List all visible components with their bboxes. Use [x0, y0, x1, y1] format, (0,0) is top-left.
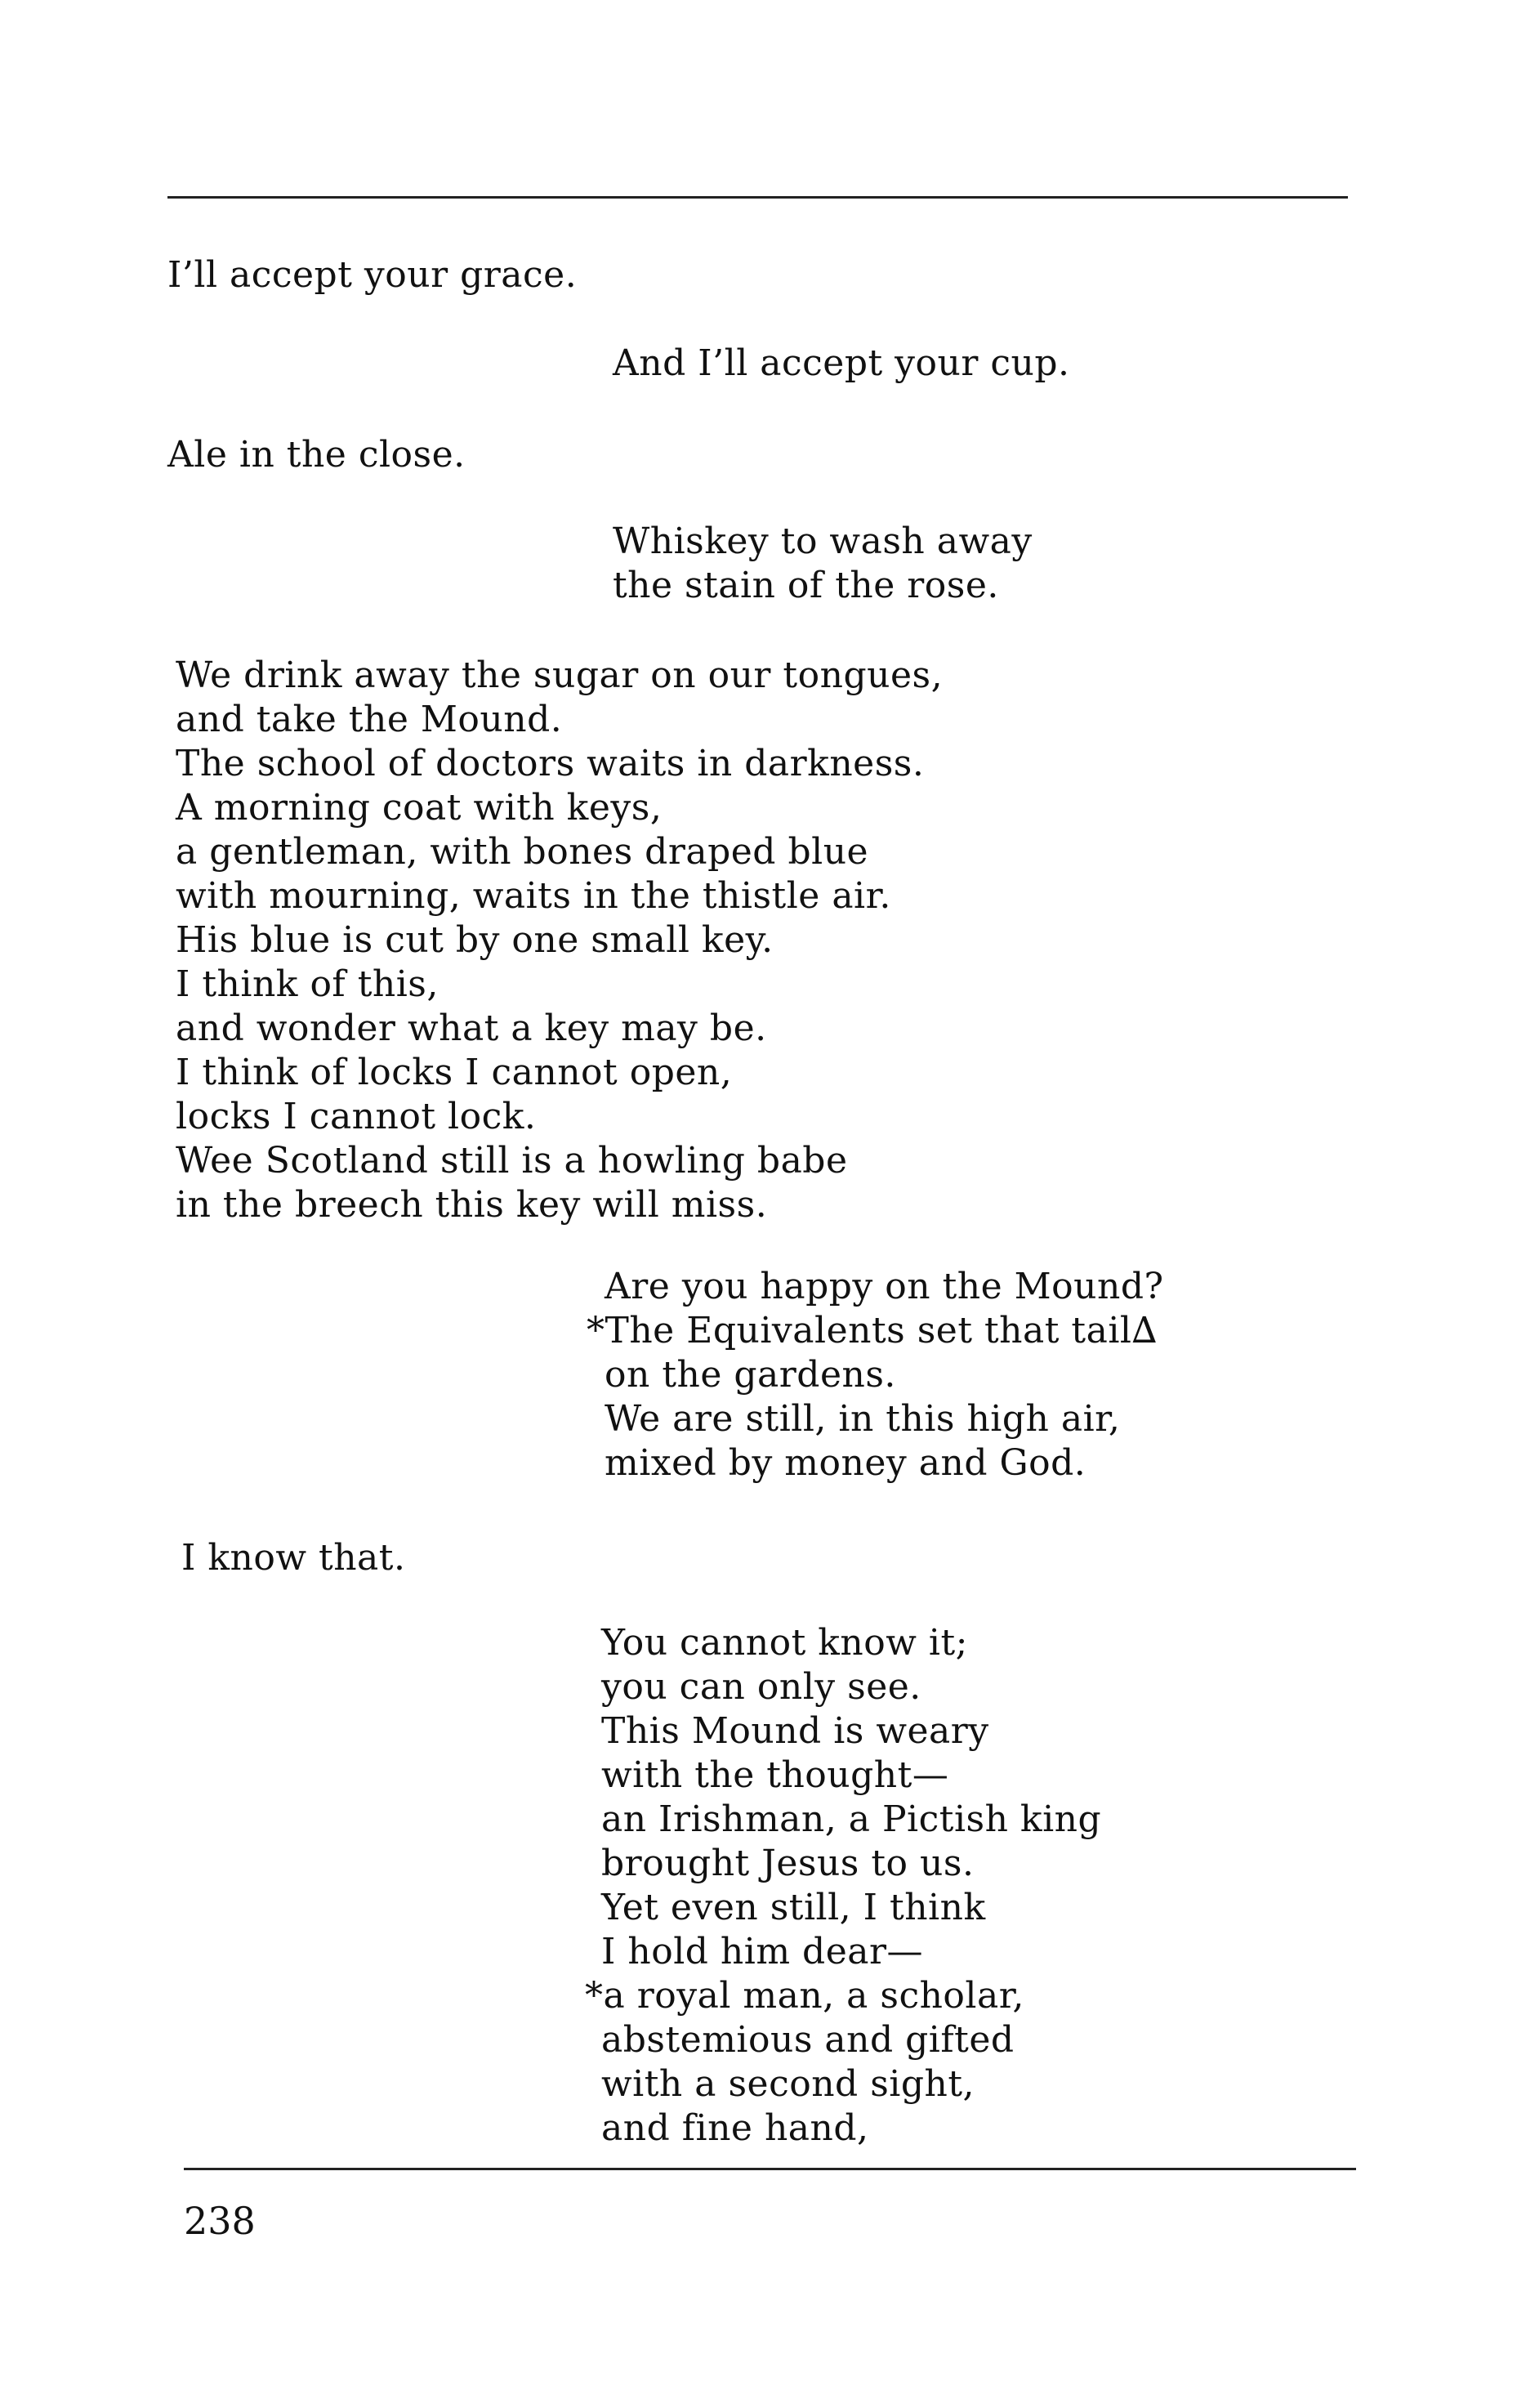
- verse-line: Yet even still, I think: [601, 1887, 986, 1928]
- verse-line: with mourning, waits in the thistle air.: [176, 875, 891, 917]
- verse-line: in the breech this key will miss.: [176, 1184, 768, 1226]
- verse-line: This Mound is weary: [601, 1710, 989, 1752]
- verse-line: I think of this,: [176, 963, 439, 1005]
- stanza-6: [587, 1265, 1164, 1485]
- verse-line: Wee Scotland still is a howling babe: [176, 1140, 848, 1182]
- verse-line: His blue is cut by one small key.: [176, 919, 774, 961]
- stanza-2: [613, 342, 1070, 386]
- verse-line: and take the Mound.: [176, 699, 563, 740]
- verse-line: locks I cannot lock.: [176, 1096, 537, 1137]
- verse-line-starred: *a royal man, a scholar,: [585, 1975, 1024, 2017]
- verse-line: We drink away the sugar on our tongues,: [176, 654, 944, 696]
- verse-line: an Irishman, a Pictish king: [601, 1798, 1102, 1840]
- stanza-1: [167, 253, 577, 297]
- verse-line: I hold him dear—: [601, 1931, 924, 1972]
- page-number: 238: [184, 2199, 256, 2243]
- stanza-7: [181, 1536, 405, 1580]
- verse-line: I know that.: [181, 1537, 406, 1579]
- bottom-rule: [184, 2168, 1356, 2170]
- verse-line: and fine hand,: [601, 2107, 869, 2149]
- verse-line: mixed by money and God.: [605, 1442, 1086, 1484]
- verse-line: you can only see.: [601, 1666, 921, 1708]
- stanza-8: [585, 1621, 1102, 2151]
- verse-line: brought Jesus to us.: [601, 1843, 975, 1884]
- verse-line: Ale in the close.: [167, 434, 466, 476]
- verse-line: And I’ll accept your cup.: [613, 342, 1070, 384]
- verse-line: You cannot know it;: [601, 1622, 968, 1664]
- verse-line: and wonder what a key may be.: [176, 1007, 767, 1049]
- verse-line: I think of locks I cannot open,: [176, 1052, 733, 1093]
- stanza-3: [167, 433, 466, 477]
- stanza-5: [176, 654, 943, 1227]
- verse-line: Whiskey to wash away: [613, 520, 1033, 562]
- verse-line: Are you happy on the Mound?: [605, 1266, 1164, 1307]
- verse-line: A morning coat with keys,: [176, 787, 663, 829]
- verse-line: I’ll accept your grace.: [167, 254, 578, 296]
- verse-line: on the gardens.: [605, 1354, 896, 1396]
- verse-line: We are still, in this high air,: [605, 1398, 1121, 1440]
- verse-line: with a second sight,: [601, 2063, 975, 2105]
- verse-line-starred: *The Equivalents set that tail∆: [587, 1310, 1158, 1351]
- top-rule: [167, 196, 1348, 199]
- verse-line: a gentleman, with bones draped blue: [176, 831, 869, 873]
- verse-line: The school of doctors waits in darkness.: [176, 743, 925, 784]
- verse-line: with the thought—: [601, 1754, 949, 1796]
- verse-line: the stain of the rose.: [613, 565, 999, 606]
- stanza-4: [613, 520, 1033, 608]
- verse-line: abstemious and gifted: [601, 2019, 1015, 2061]
